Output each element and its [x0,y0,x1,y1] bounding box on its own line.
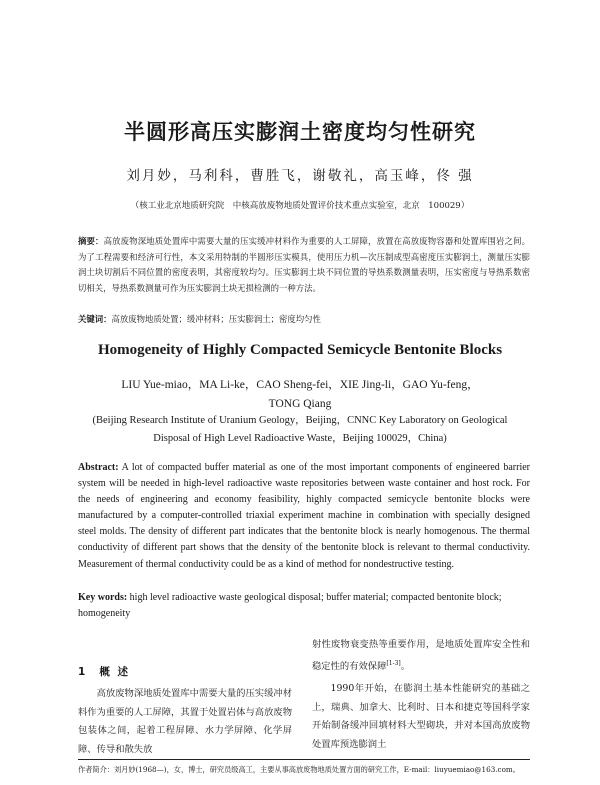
english-authors-line: TONG Qiang [268,398,332,410]
footnote-divider [78,759,530,760]
english-affiliation [0,412,600,448]
english-title: Homogeneity of Highly Compacted Semicycle Bentonite Blocks [97,342,503,358]
author-footnote: 作者简介：刘月妙(1968—)，女，博士，研究员级高工，主要从事高放废物地质处置方面的研究工作，E-mail：liuyuemiao@163.com。 [78,765,520,774]
body-paragraph [312,636,530,676]
english-authors [0,376,600,414]
body-paragraph: 1990年开始，在膨润土基本性能研究的基础之上，瑞典、加拿大、比利时、日本和捷克等国科学家开始制备缓冲回填材料大型砌块，并对本国高放废物处置库预选膨润土 [312,683,530,750]
section-title: 概 述 [99,666,130,678]
chinese-abstract-text: 高放废物深地质处置库中需要大量的压实缓冲材料作为重要的人工屏障，放置在高放废物容器和处置库围岩之间。为了工程需要和经济可行性，本文采用特制的半圆形压实模具，使用压力机—次压制成型高密度压实膨润土，测量压实膨润土块切割后不同位置的密度表明，其密度较均匀。压实膨润土块不同位置的导热系数测量表明，压实密度与导热系数密切相关，导热系数测量可作为压实膨润土块无损检测的一种方法。 [78,236,530,293]
chinese-authors: 刘月妙，马利科，曹胜飞，谢敬礼，高玉峰，佟 强 [126,168,474,184]
chinese-keywords [78,312,530,326]
body-text: 。 [400,660,411,672]
chinese-keywords-label: 关键词： [78,314,112,324]
english-abstract-label: Abstract: [78,462,119,473]
body-left-column [78,664,292,759]
section-heading [78,664,292,679]
english-authors-line: LIU Yue-miao，MA Li-ke，CAO Sheng-fei，XIE Jing-li，GAO Yu-feng， [121,379,479,391]
english-keywords-label: Key words: [78,592,128,603]
body-paragraph: 高放废物深地质处置库中需要大量的压实缓冲材料作为重要的人工屏障，其置于处置岩体与高放废物包装体之间，起着工程屏障、水力学屏障、化学屏障、传导和散失放 [78,688,292,755]
english-abstract [78,460,530,573]
english-affiliation-line: (Beijing Research Institute of Uranium Geology，Beijing，CNNC Key Laboratory on Geological [92,415,508,426]
chinese-title: 半圆形高压实膨润土密度均匀性研究 [124,120,476,144]
english-affiliation-line: Disposal of High Level Radioactive Waste，Beijing 100029，China) [153,433,447,444]
body-text: 射性废物衰变热等重要作用，是地质处置库安全性和稳定性的有效保障 [312,639,530,672]
english-keywords [78,590,530,622]
chinese-affiliation: （核工业北京地质研究院 中核高放废物地质处置评价技术重点实验室，北京 100029） [130,201,470,211]
english-keywords-text: high level radioactive waste geological disposal; buffer material; compacted bentonite block; homogeneity [78,592,502,620]
body-right-column [312,636,530,754]
chinese-abstract-label: 摘要： [78,236,104,246]
section-number: 1 [78,666,88,678]
chinese-abstract [78,234,530,296]
citation: [1-3] [386,659,401,667]
english-abstract-text: A lot of compacted buffer material as one of the most important components of engineered barrier system will be needed in high-level radioactive waste repositories between waste container and host rock. For the needs of engineering and economy feasibility, highly compacted semicycle bentonite blocks were manufactured by a computer-controlled triaxial experiment machine in combination with specially designed steel molds. The density of different part indicates that the bentonite block is nearly homogenous. The thermal conductivity of different part shows that the density of the bentonite block is relevant to thermal conductivity. Measurement of thermal conductivity could be as a kind of method for nondestructive testing. [78,462,530,570]
chinese-keywords-text: 高放废物地质处置；缓冲材料；压实膨润土；密度均匀性 [111,314,321,324]
